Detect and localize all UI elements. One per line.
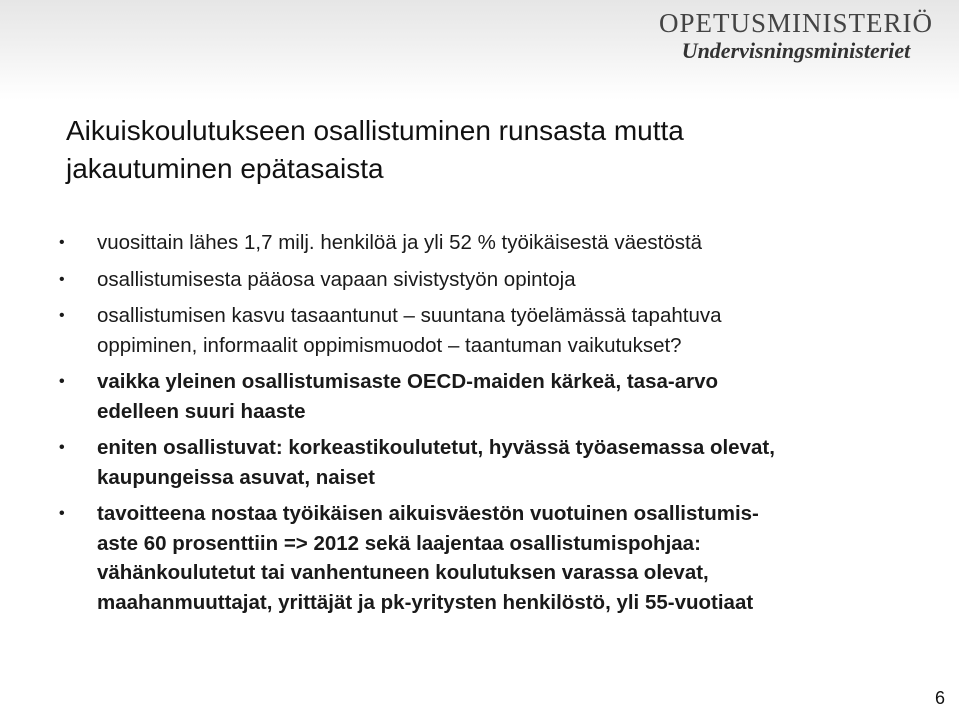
logo-main-text: OPETUSMINISTERIÖ (658, 8, 933, 38)
bullet-dot-icon: • (59, 307, 65, 324)
bullet-dot-icon: • (59, 234, 65, 251)
bullet-dot-icon: • (59, 270, 65, 288)
bullet-line: eniten osallistuvat: korkeastikoulutetut, hyvässä työasemassa olevat, (97, 436, 775, 459)
bullet-item-5 (55, 433, 935, 492)
bullet-line: vuosittain lähes 1,7 milj. henkilöä ja yli 52 % työikäisestä väestöstä (97, 231, 703, 254)
bullet-line: tavoitteena nostaa työikäisen aikuisväestön vuotuinen osallistumis- (97, 502, 759, 525)
bullet-list (55, 228, 935, 624)
bullet-item-1 (55, 228, 935, 258)
bullet-item-3 (55, 301, 935, 360)
bullet-line: vaikka yleinen osallistumisaste OECD-maiden kärkeä, tasa-arvo (97, 370, 718, 393)
bullet-line: oppiminen, informaalit oppimismuodot – taantuman vaikutukset? (97, 333, 682, 357)
bullet-dot-icon: • (59, 373, 65, 390)
bullet-line: kaupungeissa asuvat, naiset (97, 465, 376, 489)
bullet-dot-icon: • (59, 439, 65, 456)
bullet-line: vähänkoulutetut tai vanhentuneen koulutuksen varassa olevat, (97, 561, 709, 584)
bullet-line: aste 60 prosenttiin => 2012 sekä laajentaa osallistumispohjaa: (97, 531, 701, 555)
bullet-line: osallistumisesta pääosa vapaan sivistystyön opintoja (97, 267, 576, 291)
bullet-line: edelleen suuri haaste (97, 399, 306, 423)
bullet-line: maahanmuuttajat, yrittäjät ja pk-yritysten henkilöstö, yli 55-vuotiaat (97, 590, 754, 614)
slide-title-line-1: Aikuiskoulutukseen osallistuminen runsasta mutta (66, 115, 684, 146)
slide-title (66, 112, 906, 188)
page-number: 6 (934, 688, 945, 708)
bullet-dot-icon: • (59, 505, 65, 522)
bullet-item-2 (55, 265, 935, 295)
bullet-item-4 (55, 367, 935, 426)
ministry-logo (659, 8, 933, 64)
slide-title-line-2: jakautuminen epätasaista (66, 153, 384, 184)
logo-sub-text: Undervisningsministeriet (681, 38, 911, 63)
bullet-line: osallistumisen kasvu tasaantunut – suuntana työelämässä tapahtuva (97, 304, 722, 327)
bullet-item-6 (55, 499, 935, 617)
